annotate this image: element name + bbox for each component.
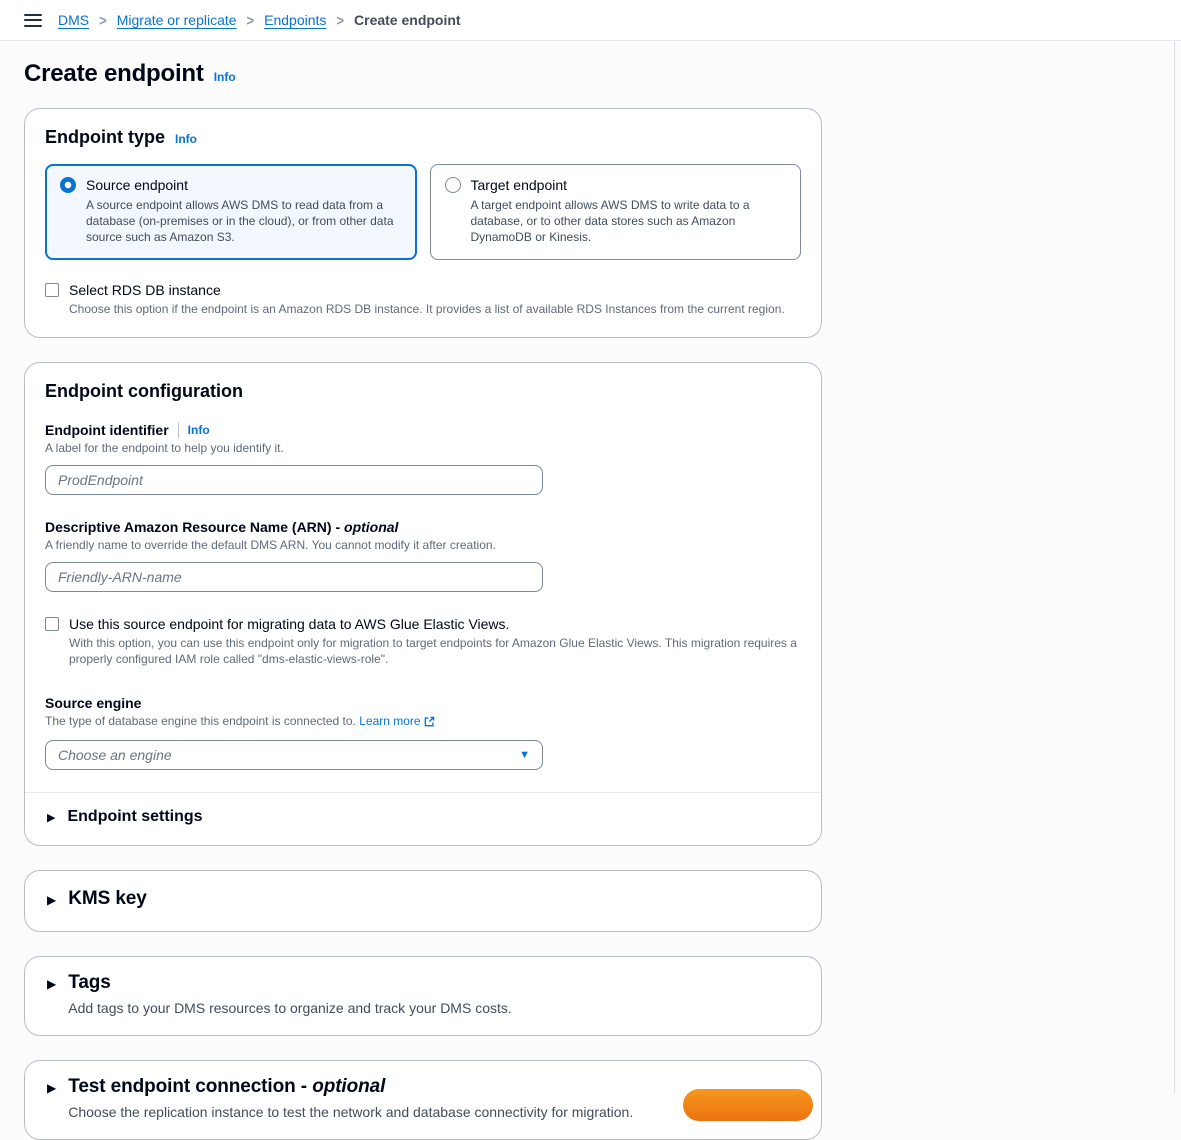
page-title: Create endpoint bbox=[24, 60, 204, 87]
arn-optional-label: optional bbox=[344, 519, 399, 535]
endpoint-type-info-link[interactable]: Info bbox=[175, 132, 197, 146]
arn-label: Descriptive Amazon Resource Name (ARN) - optional bbox=[45, 519, 399, 535]
breadcrumb-endpoints[interactable]: Endpoints bbox=[264, 12, 327, 28]
breadcrumb-current: Create endpoint bbox=[354, 12, 461, 28]
source-endpoint-label: Source endpoint bbox=[86, 177, 188, 193]
chevron-right-icon: > bbox=[99, 11, 107, 29]
triangle-right-icon: ▶ bbox=[47, 1081, 57, 1095]
endpoint-identifier-input[interactable] bbox=[45, 465, 543, 495]
select-rds-description: Choose this option if the endpoint is an Amazon RDS DB instance. It provides a list of available RDS Instances from the current region. bbox=[69, 302, 785, 316]
endpoint-type-card bbox=[24, 108, 822, 338]
tags-card bbox=[24, 956, 822, 1036]
glue-elastic-views-label[interactable]: Use this source endpoint for migrating data to AWS Glue Elastic Views. bbox=[69, 616, 510, 632]
source-endpoint-description: A source endpoint allows AWS DMS to read data from a database (on-premises or in the cloud), or from other data source such as Amazon S3. bbox=[86, 198, 394, 244]
source-endpoint-tile[interactable] bbox=[45, 164, 417, 260]
triangle-right-icon: ▶ bbox=[47, 893, 57, 907]
tags-heading: Tags bbox=[68, 972, 111, 993]
external-link-icon bbox=[424, 715, 435, 731]
chevron-down-icon: ▼ bbox=[519, 748, 530, 761]
create-endpoint-button[interactable] bbox=[683, 1089, 813, 1121]
source-engine-label: Source engine bbox=[45, 695, 142, 711]
source-engine-selected-value: Choose an engine bbox=[58, 747, 172, 763]
source-engine-select[interactable] bbox=[45, 740, 543, 770]
test-connection-description: Choose the replication instance to test the network and database connectivity for migration. bbox=[68, 1104, 634, 1120]
target-endpoint-label: Target endpoint bbox=[470, 177, 568, 193]
breadcrumb-dms[interactable]: DMS bbox=[58, 12, 90, 28]
select-rds-checkbox[interactable] bbox=[45, 283, 59, 297]
select-rds-label[interactable]: Select RDS DB instance bbox=[69, 282, 221, 298]
endpoint-type-heading: Endpoint type bbox=[45, 127, 165, 147]
scroll-rail[interactable] bbox=[1174, 41, 1181, 1093]
kms-key-card bbox=[24, 870, 822, 932]
divider bbox=[178, 423, 179, 438]
endpoint-configuration-heading: Endpoint configuration bbox=[45, 381, 243, 401]
target-endpoint-description: A target endpoint allows AWS DMS to write data to a database, or to other data stores such as Amazon DynamoDB or Kinesis. bbox=[470, 198, 750, 244]
chevron-right-icon: > bbox=[336, 11, 345, 29]
arn-description: A friendly name to override the default DMS ARN. You cannot modify it after creation. bbox=[45, 538, 496, 552]
endpoint-identifier-label: Endpoint identifier bbox=[45, 422, 169, 438]
source-engine-description: The type of database engine this endpoint is connected to. Learn more bbox=[45, 713, 801, 731]
chevron-right-icon: > bbox=[246, 11, 255, 29]
hamburger-menu-icon[interactable] bbox=[24, 14, 42, 27]
top-navigation-bar bbox=[0, 0, 1181, 41]
endpoint-settings-heading: Endpoint settings bbox=[67, 808, 203, 825]
test-connection-heading: Test endpoint connection - optional bbox=[68, 1076, 386, 1097]
kms-key-heading: KMS key bbox=[68, 888, 147, 909]
breadcrumb bbox=[58, 12, 461, 28]
glue-elastic-views-description: With this option, you can use this endpoint only for migration to target endpoints for Amazon Glue Elastic Views. This migration requires a properly configured IAM role called "dms-elastic-views-role". bbox=[69, 636, 797, 666]
target-endpoint-tile[interactable] bbox=[430, 164, 802, 260]
learn-more-link[interactable]: Learn more bbox=[359, 714, 434, 728]
kms-key-expander[interactable] bbox=[25, 871, 821, 931]
endpoint-settings-expander[interactable] bbox=[25, 793, 821, 845]
triangle-right-icon: ▶ bbox=[47, 977, 57, 991]
arn-input[interactable] bbox=[45, 562, 543, 592]
tags-description: Add tags to your DMS resources to organize and track your DMS costs. bbox=[68, 1000, 512, 1016]
breadcrumb-migrate-or-replicate[interactable]: Migrate or replicate bbox=[116, 12, 237, 28]
page-title-info-link[interactable]: Info bbox=[213, 70, 236, 84]
test-connection-optional-label: optional bbox=[312, 1076, 386, 1097]
endpoint-identifier-info-link[interactable]: Info bbox=[187, 423, 210, 437]
endpoint-configuration-card bbox=[24, 362, 822, 846]
source-endpoint-radio[interactable] bbox=[60, 177, 76, 193]
target-endpoint-radio[interactable] bbox=[445, 177, 461, 193]
endpoint-identifier-description: A label for the endpoint to help you identify it. bbox=[45, 441, 284, 455]
glue-elastic-views-checkbox[interactable] bbox=[45, 617, 59, 631]
triangle-right-icon: ▶ bbox=[47, 812, 56, 824]
tags-expander[interactable] bbox=[25, 957, 821, 1035]
